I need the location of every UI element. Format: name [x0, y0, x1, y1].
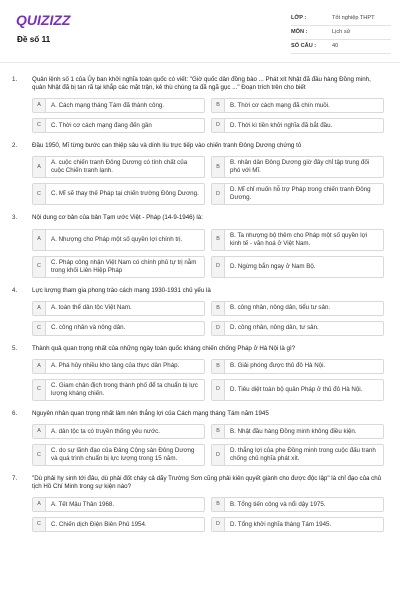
- question-number: 6.: [12, 410, 18, 417]
- answer-option[interactable]: [211, 156, 384, 178]
- option-text: A. Tết Mậu Thân 1968.: [51, 500, 115, 508]
- option-text: C. công nhân và nông dân.: [51, 324, 126, 332]
- question-item: [0, 475, 400, 532]
- answer-option[interactable]: [211, 359, 384, 374]
- answer-options: [32, 301, 384, 336]
- option-letter: B: [212, 302, 225, 315]
- meta-value: Lịch sử: [332, 28, 351, 35]
- option-letter: A: [33, 230, 46, 250]
- option-letter: C: [33, 119, 46, 132]
- answer-option[interactable]: [211, 517, 384, 532]
- option-letter: C: [33, 518, 46, 531]
- option-text: C. Thời cơ cách mạng đang đến gần: [51, 121, 152, 129]
- option-text: A. Cách mạng tháng Tám đã thành công.: [51, 101, 165, 109]
- answer-options: [32, 156, 384, 205]
- option-letter: D: [212, 257, 225, 277]
- option-text: D. công nhân, nông dân, tư sản.: [230, 324, 319, 332]
- meta-value: 40: [332, 42, 339, 49]
- question-list: [0, 76, 400, 541]
- option-text: C. Mĩ sẽ thay thế Pháp tại chiến trường Đông Dương.: [51, 190, 199, 198]
- answer-options: [32, 424, 384, 466]
- answer-option[interactable]: [32, 98, 205, 113]
- option-letter: B: [212, 157, 225, 177]
- option-letter: A: [33, 157, 46, 177]
- question-number: 1.: [12, 76, 18, 83]
- question-text: Đầu 1950, Mĩ từng bước can thiệp sâu và dính líu trực tiếp vào chiến tranh Đông Dương chứng tỏ: [32, 142, 302, 150]
- answer-options: [32, 497, 384, 532]
- answer-option[interactable]: [211, 497, 384, 512]
- answer-option[interactable]: [211, 229, 384, 251]
- option-letter: A: [33, 360, 46, 373]
- answer-option[interactable]: [211, 118, 384, 133]
- question-item: [0, 410, 400, 466]
- option-letter: D: [212, 322, 225, 335]
- option-letter: D: [212, 184, 225, 204]
- option-text: B. công nhân, nông dân, tiểu tư sản.: [230, 304, 331, 312]
- answer-option[interactable]: [32, 321, 205, 336]
- meta-key: SỐ CÂU :: [291, 42, 317, 49]
- meta-key: LỚP :: [291, 14, 307, 21]
- option-text: D. thắng lợi của phe Đồng minh trong cuộc đấu tranh chống chủ nghĩa phát xít.: [230, 447, 376, 463]
- option-text: B. Thời cơ cách mạng đã chín muồi.: [230, 101, 330, 109]
- quizizz-logo: [16, 12, 96, 28]
- option-letter: D: [212, 518, 225, 531]
- option-text: D. Tiêu diệt toàn bộ quân Pháp ở thủ đô Hà Nội.: [230, 385, 363, 393]
- option-letter: C: [33, 257, 46, 277]
- worksheet-header: [0, 0, 400, 64]
- option-letter: B: [212, 425, 225, 438]
- option-text: B. Nhật đầu hàng Đồng minh không điều kiện.: [230, 427, 357, 435]
- meta-row: [291, 26, 391, 40]
- question-text: "Dù phải hy sinh tới đâu, dù phải đốt cháy cả dãy Trường Sơn cũng phải kiên quyết giành cho được độc lập" là chỉ đạo của chủ tịch Hồ Chí Minh trong sự kiện nào?: [32, 475, 382, 491]
- option-letter: C: [33, 445, 46, 465]
- meta-row: [291, 40, 391, 54]
- answer-option[interactable]: [32, 156, 205, 178]
- question-number: 5.: [12, 344, 18, 352]
- option-text: A. cuộc chiến tranh Đông Dương có tính chất của cuộc Chiến tranh lạnh.: [51, 159, 188, 175]
- option-letter: B: [212, 99, 225, 112]
- option-letter: B: [212, 230, 225, 250]
- option-text: A. toàn thể dân tộc Việt Nam.: [51, 304, 132, 312]
- question-item: [0, 287, 400, 336]
- question-number: 4.: [12, 286, 18, 294]
- answer-options: [32, 359, 384, 401]
- answer-options: [32, 229, 384, 278]
- option-text: B. Ta nhượng bộ thêm cho Pháp một số quyền lợi kinh tế - văn hoá ở Việt Nam.: [230, 231, 368, 247]
- option-letter: D: [212, 445, 225, 465]
- answer-option[interactable]: [211, 98, 384, 113]
- option-text: C. Pháp công nhận Việt Nam có chính phủ tự trị nằm trong khối Liên Hiệp Pháp: [51, 258, 197, 274]
- answer-option[interactable]: [32, 444, 205, 466]
- option-text: A. Nhượng cho Pháp một số quyền lợi chính trị.: [51, 235, 183, 243]
- answer-option[interactable]: [32, 118, 205, 133]
- option-text: B. nhân dân Đông Dương giờ đây chỉ tập trung đối phó với Mĩ.: [230, 159, 370, 175]
- answer-option[interactable]: [32, 183, 205, 205]
- answer-option[interactable]: [32, 517, 205, 532]
- option-letter: B: [212, 498, 225, 511]
- meta-row: [291, 12, 391, 26]
- question-item: [0, 142, 400, 205]
- option-text: C. Giam chân địch trong thành phố để ta chuẩn bị lực lượng kháng chiến.: [51, 381, 198, 397]
- meta-key: MÔN :: [291, 28, 308, 35]
- answer-option[interactable]: [211, 444, 384, 466]
- question-text: Lực lượng tham gia phong trào cách mạng 1930-1931 chủ yếu là: [32, 286, 211, 294]
- option-letter: A: [33, 99, 46, 112]
- answer-option[interactable]: [32, 301, 205, 316]
- logo-text: QUIZIZZ: [16, 12, 71, 28]
- option-letter: D: [212, 380, 225, 400]
- option-text: C. Chiến dịch Điện Biên Phủ 1954.: [51, 520, 147, 528]
- option-letter: A: [33, 498, 46, 511]
- meta-value: Tốt nghiệp THPT: [332, 14, 375, 21]
- answer-option[interactable]: [32, 359, 205, 374]
- option-text: B. Tổng tiến công và nổi dậy 1975.: [230, 500, 326, 508]
- option-letter: A: [33, 302, 46, 315]
- question-text: Quân lệnh số 1 của Ủy ban khởi nghĩa toàn quốc có viết: "Giờ quốc dân đồng bào ... Phát xít Nhật đã đầu hàng Đồng minh, quân Nhật đã bị tan rã tại khắp các mặt trận, kẻ thù chúng ta đã ngã gục ..." Đoạn trích trên cho biết: [32, 76, 371, 92]
- question-number: 2.: [12, 142, 18, 150]
- answer-option[interactable]: [32, 379, 205, 401]
- answer-option[interactable]: [211, 424, 384, 439]
- option-text: D. Mĩ chỉ muốn hỗ trợ Pháp trong chiến tranh Đông Dương.: [230, 186, 371, 202]
- answer-option[interactable]: [32, 497, 205, 512]
- option-text: D. Tổng khởi nghĩa tháng Tám 1945.: [230, 520, 332, 528]
- answer-option[interactable]: [32, 424, 205, 439]
- option-text: D. Ngừng bắn ngay ở Nam Bộ.: [230, 262, 316, 270]
- option-letter: B: [212, 360, 225, 373]
- option-text: C. do sự lãnh đạo của Đảng Cộng sản Đông Dương và quá trình chuẩn bị lực lượng trong 15 năm.: [51, 447, 195, 463]
- option-text: B. Giải phóng được thủ đô Hà Nội.: [230, 362, 326, 370]
- answer-option[interactable]: [211, 321, 384, 336]
- answer-option[interactable]: [211, 301, 384, 316]
- option-letter: A: [33, 425, 46, 438]
- exam-meta-table: [291, 12, 391, 54]
- header-divider: [0, 62, 400, 63]
- answer-option[interactable]: [211, 256, 384, 278]
- question-number: 3.: [12, 214, 18, 222]
- question-item: [0, 345, 400, 401]
- option-letter: C: [33, 380, 46, 400]
- question-item: [0, 76, 400, 133]
- answer-option[interactable]: [32, 256, 205, 278]
- question-text: Nội dung cơ bản của bản Tạm ước Việt - Pháp (14-9-1946) là:: [32, 214, 203, 222]
- option-letter: C: [33, 184, 46, 204]
- option-text: D. Thời kì tiền khởi nghĩa đã bắt đầu.: [230, 121, 333, 129]
- question-text: Thành quả quan trọng nhất của những ngày toàn quốc kháng chiến chống Pháp ở Hà Nội là gì?: [32, 344, 296, 352]
- answer-options: [32, 98, 384, 133]
- option-text: A. dân tộc ta có truyền thống yêu nước.: [51, 427, 160, 435]
- option-letter: D: [212, 119, 225, 132]
- answer-option[interactable]: [211, 183, 384, 205]
- exam-title: Đề số 11: [17, 35, 51, 44]
- answer-option[interactable]: [211, 379, 384, 401]
- question-text: Nguyên nhân quan trọng nhất làm nên thắng lợi của Cách mạng tháng Tám năm 1945: [32, 410, 269, 417]
- question-item: [0, 214, 400, 277]
- option-letter: C: [33, 322, 46, 335]
- question-number: 7.: [12, 475, 18, 483]
- option-text: A. Phá hủy nhiều kho tàng của thực dân Pháp.: [51, 362, 180, 370]
- answer-option[interactable]: [32, 229, 205, 251]
